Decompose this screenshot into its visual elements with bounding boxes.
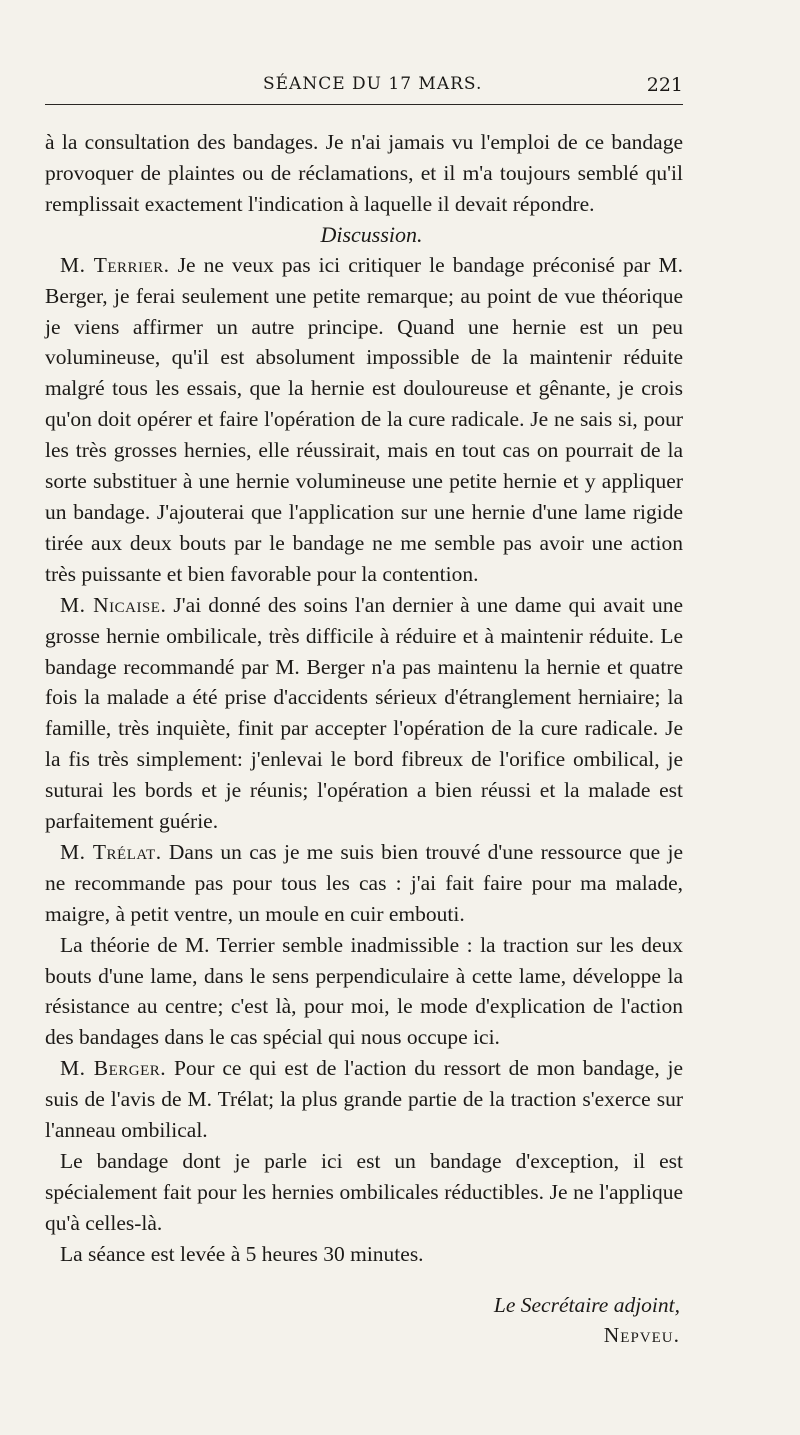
paragraph-trelat: [45, 837, 683, 930]
signature-role: Le Secrétaire adjoint,: [493, 1293, 680, 1317]
speech-text: Je ne veux pas ici critiquer le bandage préconisé par M. Berger, je ferai seulement une petite remarque; au point de vue théorique je viens affirmer un autre principe. Quand une hernie est un peu volumineuse, qu'il est absolument impossible de la maintenir réduite malgré tous les essais, que la hernie est douloureuse et gênante, je crois qu'on doit opérer et faire l'opération de la cure radicale. Je ne sais si, pour les très grosses hernies, elle réussirait, mais en tout cas on pourrait de la sorte substituer à une hernie volumineuse une petite hernie et y appliquer un bandage. J'ajouterai que l'application sur une hernie d'une lame rigide tirée aux deux bouts par le bandage ne me semble pas avoir une action très puissante et bien favorable pour la contention.: [45, 252, 684, 586]
paragraph-continuation: à la consultation des bandages. Je n'ai jamais vu l'emploi de ce bandage provoquer de plaintes ou de réclamations, et il m'a toujours semblé qu'il remplissait exactement l'indication à laquelle il devait répondre.: [45, 130, 683, 216]
running-title: SÉANCE DU 17 MARS.: [263, 74, 483, 94]
speaker-name: M. Trélat.: [60, 839, 162, 864]
signature-name: Nepveu.: [603, 1323, 680, 1347]
speaker-name: M. Nicaise.: [60, 592, 167, 617]
page-number: 221: [646, 74, 683, 96]
running-head: [45, 74, 685, 100]
paragraph-trelat-2: La théorie de M. Terrier semble inadmissible : la traction sur les deux bouts d'une lame, dans le sens perpendiculaire à cette lame, développe la résistance au centre; c'est là, pour moi, le mode d'explication de l'action des bandages dans le cas spécial qui nous occupe ici.: [45, 932, 683, 1050]
speech-text: J'ai donné des soins l'an dernier à une dame qui avait une grosse hernie ombilicale, très difficile à réduire et à maintenir réduite. Le bandage recommandé par M. Berger n'a pas maintenu la hernie et quatre fois la malade a été prise d'accidents sérieux d'étranglement herniaire; la famille, très inquiète, finit par accepter l'opération de la cure radicale. Je la fis très simplement: j'enlevai le bord fibreux de l'orifice ombilical, je suturai les bords et je réunis; l'opération a bien réussi et la malade est parfaitement guérie.: [45, 592, 684, 834]
speech-text: Pour ce qui est de l'action du ressort de mon bandage, je suis de l'avis de M. Trélat; la plus grande partie de la traction s'exerce sur l'anneau ombilical.: [45, 1056, 684, 1143]
paragraph-berger: [45, 1053, 683, 1146]
speaker-name: M. Berger.: [60, 1056, 167, 1081]
speech-text: Dans un cas je me suis bien trouvé d'une ressource que je ne recommande pas pour tous les cas : j'ai fait faire pour ma malade, maigre, à petit ventre, un moule en cuir embouti.: [45, 839, 684, 926]
header-rule: [45, 104, 683, 105]
speaker-name: M. Terrier.: [60, 252, 170, 277]
paragraph-berger-2: Le bandage dont je parle ici est un bandage d'exception, il est spécialement fait pour les hernies ombilicales réductibles. Je ne l'applique qu'à celles-là.: [45, 1149, 683, 1235]
paragraph-closing: La séance est levée à 5 heures 30 minutes.: [60, 1241, 424, 1266]
paragraph-nicaise: [45, 590, 683, 837]
signature-block: [494, 1290, 680, 1350]
body-text: [45, 127, 683, 1270]
paragraph-terrier: [45, 250, 683, 590]
section-title: Discussion.: [320, 221, 423, 247]
